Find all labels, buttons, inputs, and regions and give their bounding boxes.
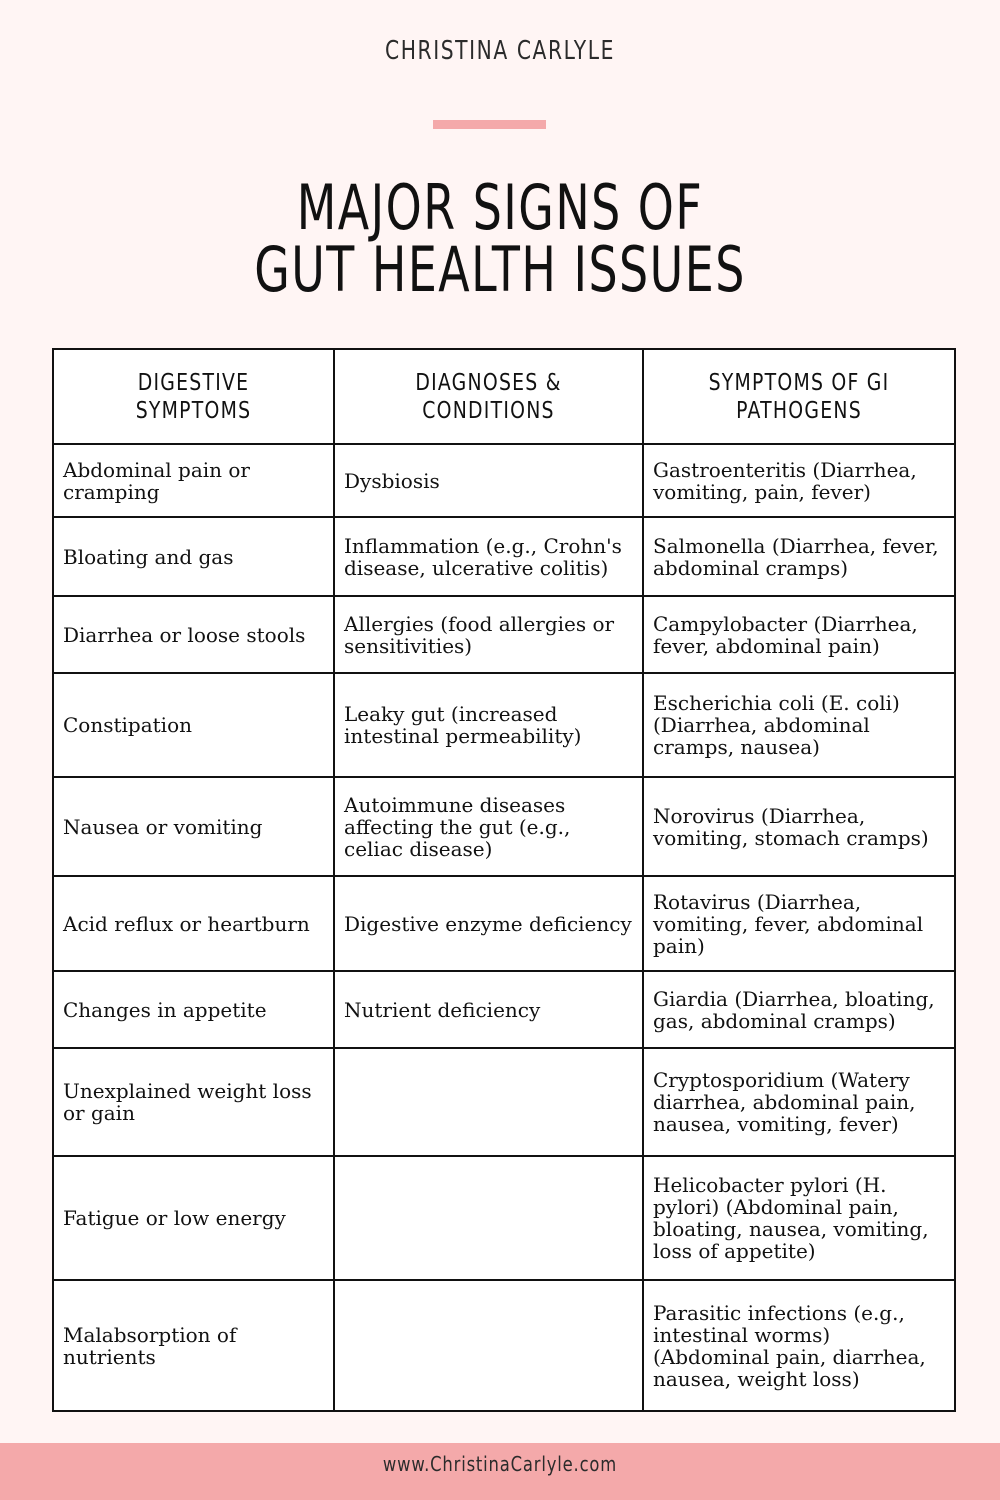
table-row	[53, 1156, 955, 1280]
table-row	[53, 876, 955, 971]
condition-cell: Dysbiosis	[334, 444, 643, 517]
page-title	[130, 171, 870, 306]
table-row	[53, 777, 955, 876]
condition-cell	[334, 1156, 643, 1280]
symptom-cell: Nausea or vomiting	[53, 777, 334, 876]
table-row	[53, 596, 955, 673]
table-row	[53, 444, 955, 517]
pathogen-cell: Giardia (Diarrhea, bloating, gas, abdominal cramps)	[643, 971, 955, 1048]
condition-cell: Nutrient deficiency	[334, 971, 643, 1048]
pathogen-cell: Campylobacter (Diarrhea, fever, abdominal pain)	[643, 596, 955, 673]
pathogen-cell: Norovirus (Diarrhea, vomiting, stomach cramps)	[643, 777, 955, 876]
table-row	[53, 673, 955, 777]
title-line-2: GUT HEALTH ISSUES	[254, 233, 746, 306]
symptom-cell: Abdominal pain or cramping	[53, 444, 334, 517]
title-line-1: MAJOR SIGNS OF	[296, 171, 704, 244]
condition-cell: Digestive enzyme deficiency	[334, 876, 643, 971]
condition-cell: Allergies (food allergies or sensitivities)	[334, 596, 643, 673]
pathogen-cell: Rotavirus (Diarrhea, vomiting, fever, abdominal pain)	[643, 876, 955, 971]
table-row	[53, 1280, 955, 1411]
condition-cell: Inflammation (e.g., Crohn's disease, ulcerative colitis)	[334, 517, 643, 596]
footer-bar	[0, 1443, 1000, 1500]
pathogen-cell: Escherichia coli (E. coli) (Diarrhea, abdominal cramps, nausea)	[643, 673, 955, 777]
symptom-cell: Malabsorption of nutrients	[53, 1280, 334, 1411]
symptom-cell: Fatigue or low energy	[53, 1156, 334, 1280]
table-header-row	[53, 349, 955, 444]
condition-cell	[334, 1048, 643, 1156]
header-diagnoses-conditions: DIAGNOSES & CONDITIONS	[334, 349, 643, 444]
symptom-cell: Bloating and gas	[53, 517, 334, 596]
pathogen-cell: Helicobacter pylori (H. pylori) (Abdominal pain, bloating, nausea, vomiting, loss of appetite)	[643, 1156, 955, 1280]
symptom-cell: Unexplained weight loss or gain	[53, 1048, 334, 1156]
table-row	[53, 1048, 955, 1156]
condition-cell	[334, 1280, 643, 1411]
symptom-cell: Acid reflux or heartburn	[53, 876, 334, 971]
footer-url-link[interactable]: www.ChristinaCarlyle.com	[382, 1452, 618, 1476]
condition-cell: Autoimmune diseases affecting the gut (e.g., celiac disease)	[334, 777, 643, 876]
pathogen-cell: Parasitic infections (e.g., intestinal worms) (Abdominal pain, diarrhea, nausea, weight loss)	[643, 1280, 955, 1411]
pathogen-cell: Gastroenteritis (Diarrhea, vomiting, pain, fever)	[643, 444, 955, 517]
header-digestive-symptoms: DIGESTIVE SYMPTOMS	[53, 349, 334, 444]
table-row	[53, 971, 955, 1048]
header-gi-pathogens: SYMPTOMS OF GI PATHOGENS	[643, 349, 955, 444]
table-row	[53, 517, 955, 596]
accent-divider	[433, 120, 546, 129]
pathogen-cell: Salmonella (Diarrhea, fever, abdominal cramps)	[643, 517, 955, 596]
symptoms-table	[52, 348, 956, 1412]
condition-cell: Leaky gut (increased intestinal permeability)	[334, 673, 643, 777]
brand-name: CHRISTINA CARLYLE	[385, 36, 615, 66]
symptom-cell: Changes in appetite	[53, 971, 334, 1048]
symptom-cell: Constipation	[53, 673, 334, 777]
pathogen-cell: Cryptosporidium (Watery diarrhea, abdominal pain, nausea, vomiting, fever)	[643, 1048, 955, 1156]
symptom-cell: Diarrhea or loose stools	[53, 596, 334, 673]
